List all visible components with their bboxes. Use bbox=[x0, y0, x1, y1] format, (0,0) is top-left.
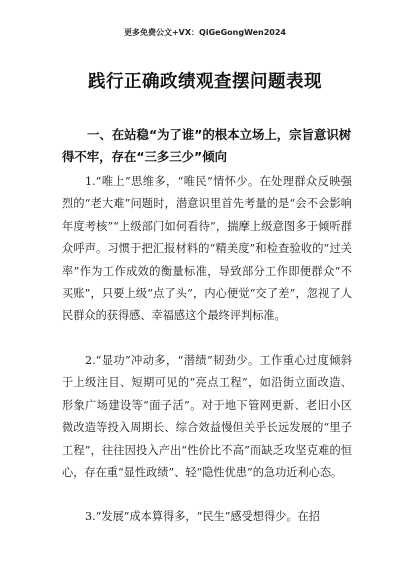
header-note: 更多免费公文+VX：QiGeGongWen2024 bbox=[123, 28, 286, 37]
document-title: 践行正确政绩观查摆问题表现 bbox=[88, 72, 322, 92]
paragraph-2: 2.“显功”冲动多，“潜绩”韧劲少。工作重心过度倾斜于上级注目、短期可见的“亮点工程”，如沿街立面改造、形象广场建设等“面子活”。对于地下管网更新、老旧小区微改造等投入周期长、综合效益慢但关乎长远发展的“里子工程”，往往因投入产出“性价比不高”而缺乏攻坚克难的恒心，存在重“显性政绩”、轻“隐性优患”的急功近利心态。 bbox=[62, 354, 352, 480]
paragraph-1: 1.“唯上”思维多，“唯民”情怀少。在处理群众反映强烈的“老大难”问题时，潜意识里首先考量的是“会不会影响年度考核”“上级部门如何看待”，揣摩上级意图多于倾听群众呼声。习惯于把汇报材料的“精美度”和检查验收的“过关率”作为工作成效的衡量标准，导致部分工作即便群众“不买账”，只要上级“点了头”，内心便觉“交了差”，忽视了人民群众的获得感、幸福感这个最终评判标准。 bbox=[62, 175, 352, 323]
paragraph-3: 3.“发展”成本算得多，“民生”感受想得少。在招 bbox=[85, 510, 320, 523]
section-heading: 一、在站稳“为了谁”的根本立场上，宗旨意识树得不牢，存在“三多三少”倾向 bbox=[62, 127, 352, 164]
